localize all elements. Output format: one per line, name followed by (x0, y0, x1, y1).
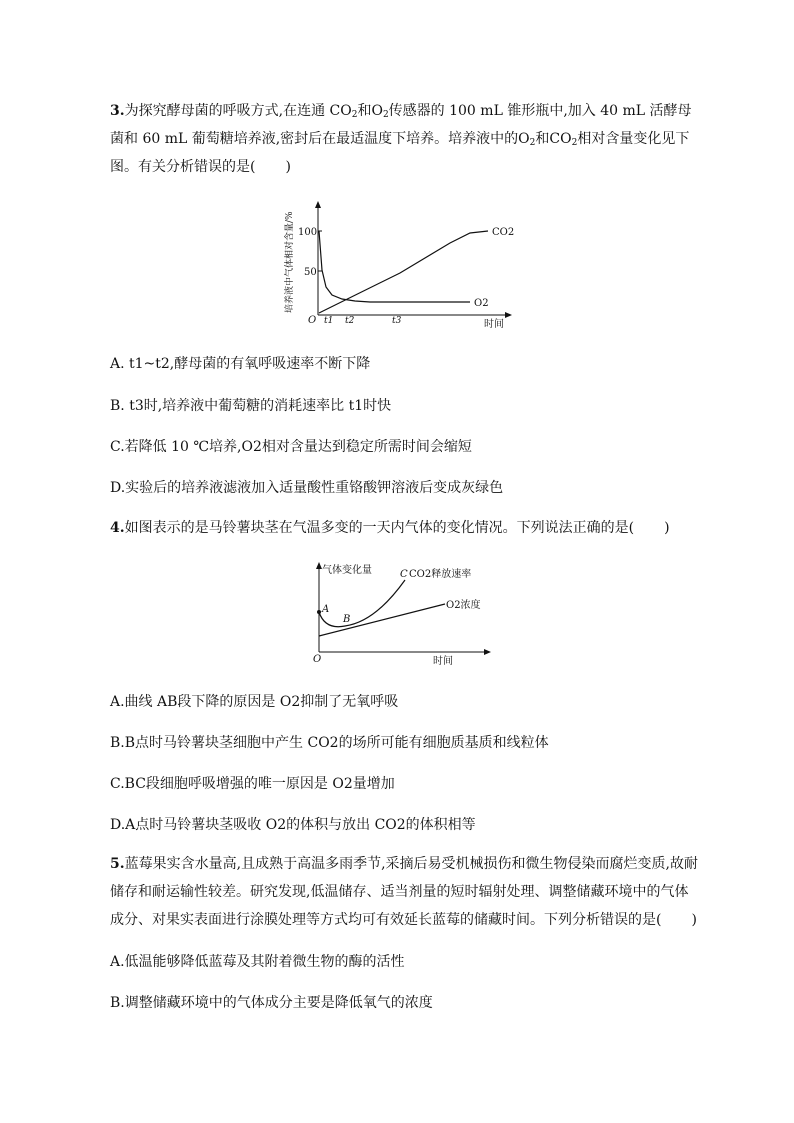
q3-option-b: B. t3时,培养液中葡萄糖的消耗速率比 t1时快 (110, 398, 392, 414)
point-a-label: A (322, 604, 330, 615)
origin-label: O (313, 654, 322, 665)
q4-option-c: C.BC段细胞呼吸增强的唯一原因是 O2量增加 (110, 776, 395, 792)
x-tick-t2: t2 (345, 316, 355, 326)
x-axis-arrow (484, 649, 491, 655)
y-tick-50: 50 (304, 267, 317, 278)
q3-figure (280, 195, 520, 330)
question-3-stem: 3.为探究酵母菌的呼吸方式,在连通 $CO_2$和$O_2$传感器的 100 mL 锥形瓶中,加入 40 mL 活酵母菌和 60 mL 葡萄糖培养液,密封后在最适温度下培养。培养液中的$O_2$和$CO_2$相对含量变化见下图。有关分析错误的是( ) (110, 103, 692, 175)
o2-label: O2浓度 (446, 600, 481, 611)
o2-curve (319, 231, 470, 302)
q5-option-a: A.低温能够降低蓝莓及其附着微生物的酶的活性 (110, 954, 405, 970)
co2-curve (319, 580, 405, 627)
y-axis-arrow (315, 201, 321, 208)
point-a (317, 610, 321, 614)
co2-curve (319, 231, 488, 313)
x-tick-t3: t3 (392, 316, 402, 326)
question-5-stem: 5.蓝莓果实含水量高,且成熟于高温多雨季节,采摘后易受机械损伤和微生物侵染而腐烂变质,故耐储存和耐运输性较差。研究发现,低温储存、适当剂量的短时辐射处理、调整储藏环境中的气体成分、对果实表面进行涂膜处理等方式均可有效延长蓝莓的储藏时间。下列分析错误的是( ) (110, 856, 698, 928)
q3-option-a: A. t1~t2,酵母菌的有氧呼吸速率不断下降 (110, 356, 371, 372)
x-tick-t1: t1 (324, 316, 334, 326)
o2-line (319, 604, 445, 636)
question-number: 5. (110, 856, 125, 872)
question-number: 3. (110, 103, 125, 119)
q4-figure (305, 560, 505, 670)
y-axis-label: 气体变化量 (322, 565, 372, 576)
x-axis-label: 时间 (433, 656, 453, 667)
x-axis-arrow (505, 312, 512, 318)
q4-option-d: D.A点时马铃薯块茎吸收 O2的体积与放出 CO2的体积相等 (110, 817, 476, 833)
q3-option-d: D.实验后的培养液滤液加入适量酸性重铬酸钾溶液后变成灰绿色 (110, 480, 504, 496)
origin-label: O (308, 315, 317, 326)
y-axis-label: 培养液中气体相对含量/% (285, 211, 295, 313)
co2-label: CO2释放速率 (409, 569, 472, 580)
co2-label: CO2 (492, 227, 515, 238)
q4-option-b: B.B点时马铃薯块茎细胞中产生 CO2的场所可能有细胞质基质和线粒体 (110, 735, 549, 751)
point-b-label: B (343, 614, 351, 625)
q3-option-c: C.若降低 10 ℃培养,O2相对含量达到稳定所需时间会缩短 (110, 439, 472, 455)
o2-label: O2 (474, 298, 489, 309)
point-c-label: C (400, 569, 408, 580)
x-axis-label: 时间 (484, 319, 504, 330)
question-4-stem: 4.如图表示的是马铃薯块茎在气温多变的一天内气体的变化情况。下列说法正确的是( ) (110, 520, 670, 536)
question-number: 4. (110, 520, 125, 536)
q5-option-b: B.调整储藏环境中的气体成分主要是降低氧气的浓度 (110, 995, 433, 1011)
y-tick-100: 100 (298, 227, 318, 238)
q4-option-a: A.曲线 AB段下降的原因是 O2抑制了无氧呼吸 (110, 694, 399, 710)
